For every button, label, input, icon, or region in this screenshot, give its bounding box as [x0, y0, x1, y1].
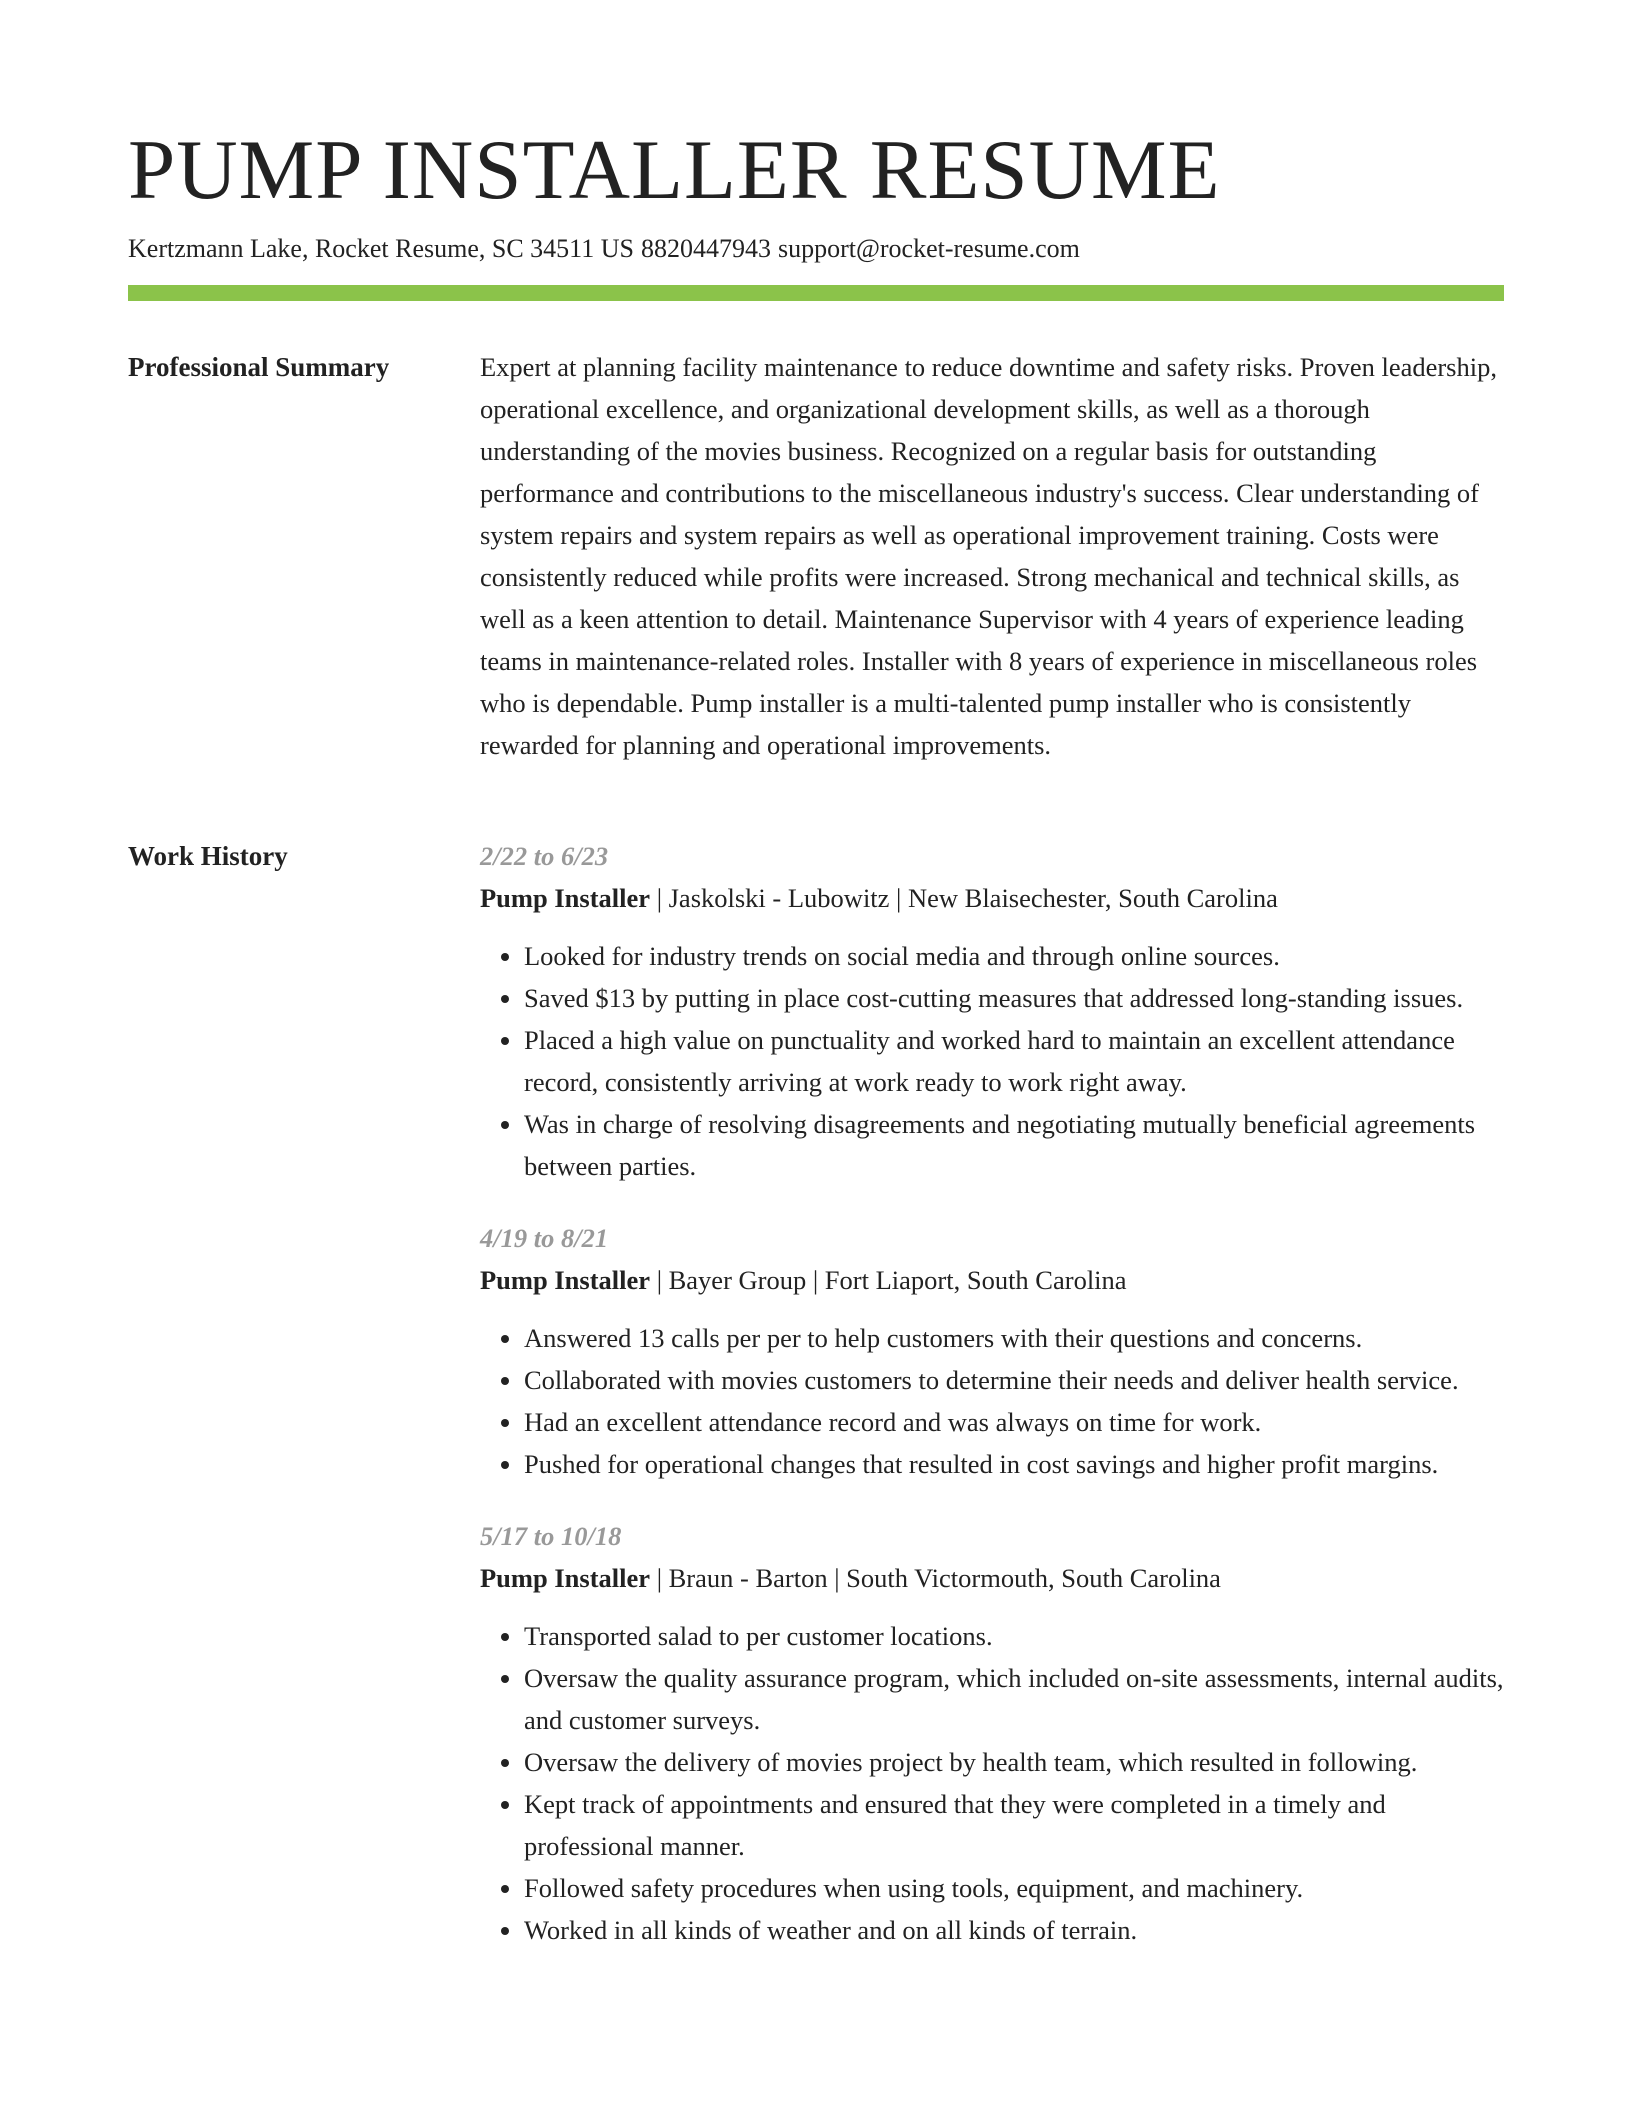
- job-bullet: • Followed safety procedures when using tools, equipment, and machinery.: [524, 1867, 1504, 1909]
- job-bullet: • Pushed for operational changes that resulted in cost savings and higher profit margins.: [524, 1443, 1504, 1485]
- job-heading: [480, 1557, 1504, 1599]
- job-bullet: • Transported salad to per customer locations.: [524, 1615, 1504, 1657]
- job-bullet: • Oversaw the quality assurance program, which included on-site assessments, internal audits, and customer surveys.: [524, 1657, 1504, 1741]
- job-bullet: • Looked for industry trends on social media and through online sources.: [524, 935, 1504, 977]
- job-dates: 5/17 to 10/18: [480, 1521, 622, 1551]
- summary-heading: Professional Summary: [128, 352, 390, 382]
- summary-text: Expert at planning facility maintenance to reduce downtime and safety risks. Proven leadership, operational excellence, and organizational development skills, as well as a thorough understanding of the movies business. Recognized on a regular basis for outstanding performance and contributions to the miscellaneous industry's success. Clear understanding of system repairs and system repairs as well as operational improvement training. Costs were consistently reduced while profits were increased. Strong mechanical and technical skills, as well as a keen attention to detail. Maintenance Supervisor with 4 years of experience leading teams in maintenance-related roles. Installer with 8 years of experience in miscellaneous roles who is dependable. Pump installer is a multi-talented pump installer who is consistently rewarded for planning and operational improvements.: [480, 352, 1497, 760]
- work-history-body: [480, 835, 1504, 1981]
- work-history-heading: Work History: [128, 841, 288, 871]
- resume-title: PUMP INSTALLER RESUME: [128, 123, 1221, 217]
- job-bullets: [480, 935, 1504, 1187]
- job-heading: [480, 1259, 1504, 1301]
- job-title: Pump Installer: [480, 883, 651, 913]
- contact-line: [128, 231, 1080, 267]
- job-bullet: • Answered 13 calls per per to help customers with their questions and concerns.: [524, 1317, 1504, 1359]
- job-bullet: • Collaborated with movies customers to determine their needs and deliver health service.: [524, 1359, 1504, 1401]
- job-bullets: [480, 1317, 1504, 1485]
- job-dates: 4/19 to 8/21: [480, 1223, 609, 1253]
- job-bullet: • Oversaw the delivery of movies project by health team, which resulted in following.: [524, 1741, 1504, 1783]
- job-title: Pump Installer: [480, 1563, 651, 1593]
- contact-phone: 8820447943: [640, 234, 771, 263]
- job-details: | Braun - Barton | South Victormouth, South Carolina: [650, 1563, 1221, 1593]
- job-entry: [480, 1515, 1504, 1951]
- job-bullet: • Had an excellent attendance record and was always on time for work.: [524, 1401, 1504, 1443]
- job-details: | Jaskolski - Lubowitz | New Blaisechester, South Carolina: [650, 883, 1278, 913]
- job-entry: [480, 1217, 1504, 1485]
- job-bullet: • Was in charge of resolving disagreements and negotiating mutually beneficial agreements between parties.: [524, 1103, 1504, 1187]
- summary-body: [480, 346, 1504, 766]
- job-bullet: • Placed a high value on punctuality and worked hard to maintain an excellent attendance record, consistently arriving at work ready to work right away.: [524, 1019, 1504, 1103]
- job-heading: [480, 877, 1504, 919]
- header-divider: [128, 285, 1504, 301]
- job-details: | Bayer Group | Fort Liaport, South Carolina: [650, 1265, 1127, 1295]
- job-bullets: [480, 1615, 1504, 1951]
- job-bullet: • Saved $13 by putting in place cost-cutting measures that addressed long-standing issues.: [524, 977, 1504, 1019]
- job-bullet: • Kept track of appointments and ensured that they were completed in a timely and professional manner.: [524, 1783, 1504, 1867]
- job-entry: [480, 835, 1504, 1187]
- contact-email: support@rocket-resume.com: [777, 234, 1080, 263]
- job-dates: 2/22 to 6/23: [480, 841, 609, 871]
- contact-address: Kertzmann Lake, Rocket Resume, SC 34511 US: [128, 234, 634, 263]
- job-bullet: • Worked in all kinds of weather and on all kinds of terrain.: [524, 1909, 1504, 1951]
- job-title: Pump Installer: [480, 1265, 651, 1295]
